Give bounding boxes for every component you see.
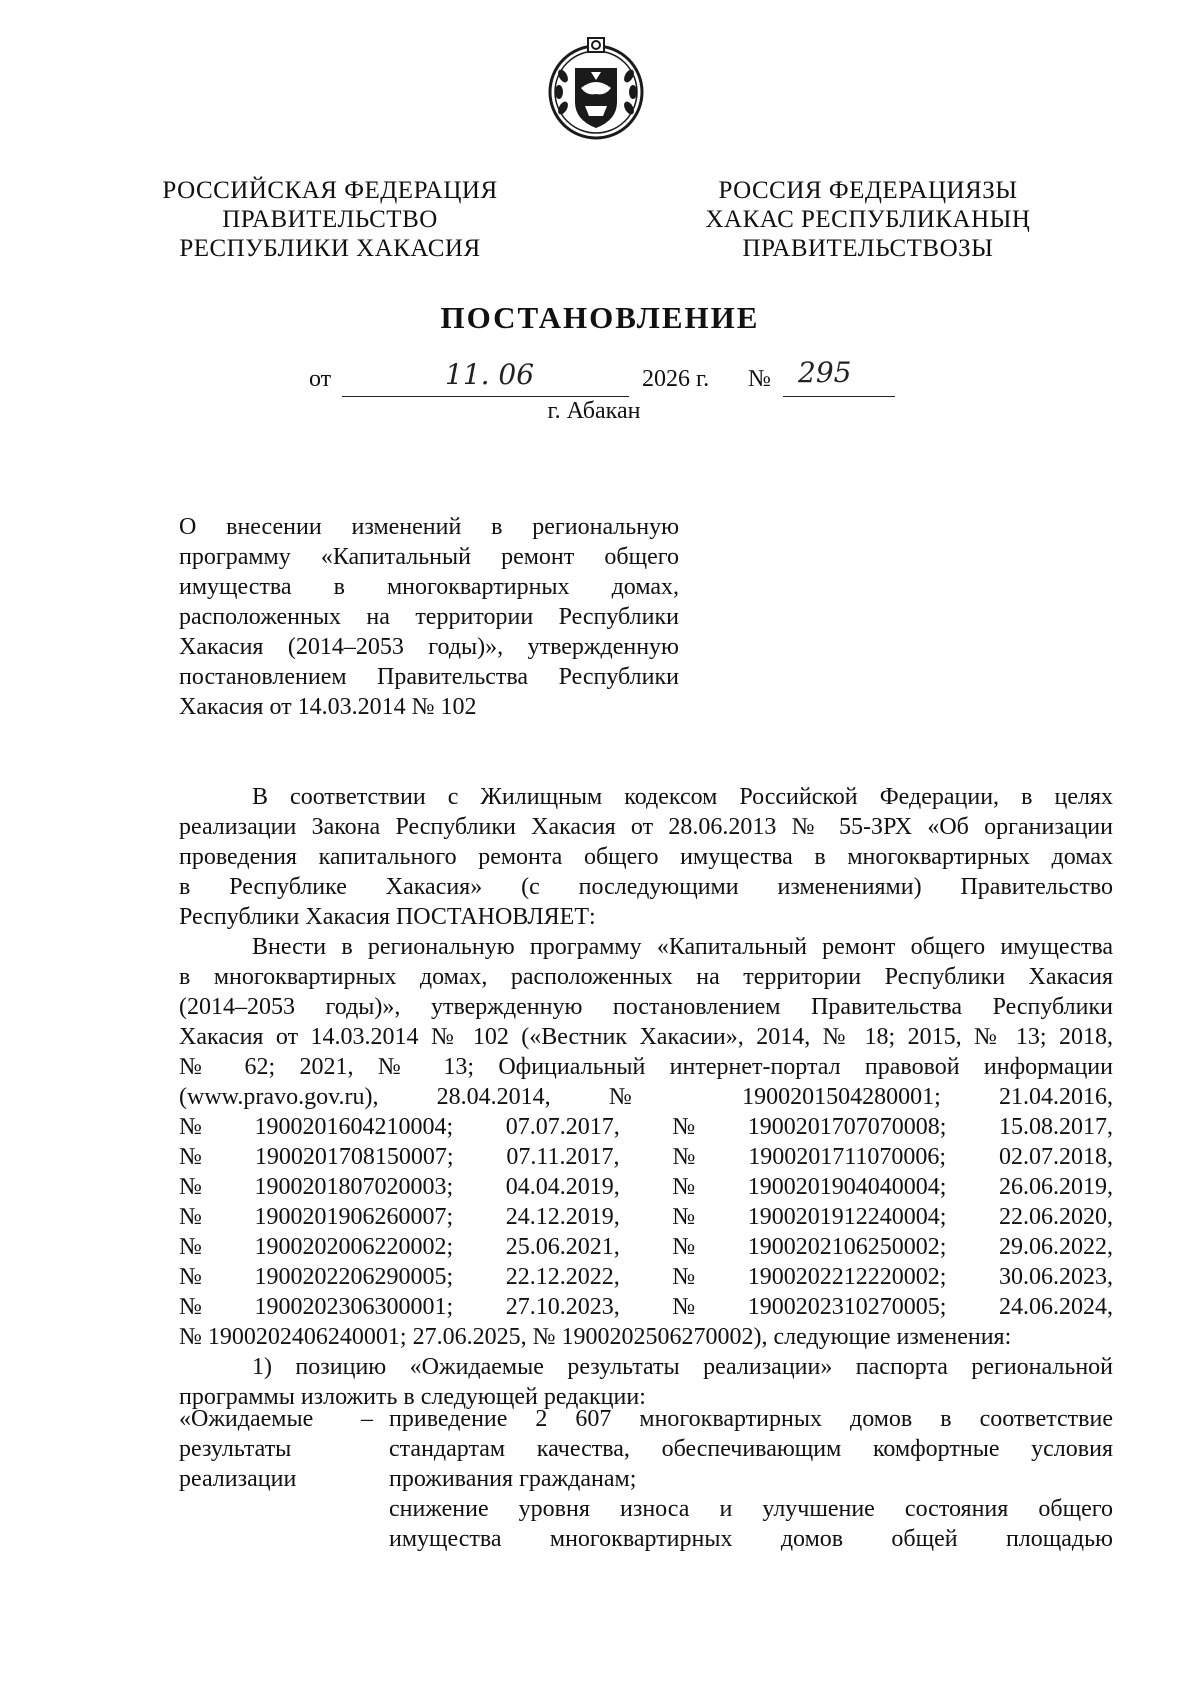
header-right-line: ХАКАС РЕСПУБЛИКАНЫҢ xyxy=(705,206,1031,233)
header-left-block xyxy=(150,176,510,263)
body-line: № 62; 2021, № 13; Официальный интернет-портал правовой информации xyxy=(179,1054,1113,1080)
registry-cell: 26.06.2019, xyxy=(998,1174,1113,1200)
registry-cell: 1900202206290005; xyxy=(254,1264,454,1290)
registry-cell: 29.06.2022, xyxy=(998,1234,1113,1260)
city-text: г. Абакан xyxy=(547,398,641,424)
subject-line: О внесении изменений в региональную xyxy=(179,514,679,540)
registry-cell: 30.06.2023, xyxy=(998,1264,1113,1290)
subject-line: программу «Капитальный ремонт общего xyxy=(179,544,679,570)
body-line: проведения капитального ремонта общего имущества в многоквартирных домах xyxy=(179,844,1113,870)
number-label: № xyxy=(748,366,771,392)
registry-cell: 1900201904040004; xyxy=(747,1174,947,1200)
passport-text xyxy=(389,1404,1113,1554)
registry-cell: 1900201807020003; xyxy=(254,1174,454,1200)
passport-text-line: стандартам качества, обеспечивающим комфортные условия xyxy=(389,1436,1113,1462)
body-line: в многоквартирных домах, расположенных на территории Республики Хакасия xyxy=(179,964,1113,990)
body-line: (www.pravo.gov.ru), 28.04.2014, № 1900201504280001; 21.04.2016, xyxy=(179,1084,1113,1110)
number-underline xyxy=(783,396,895,397)
subject-line: Хакасия от 14.03.2014 № 102 xyxy=(179,694,477,720)
registry-cell: 1900202006220002; xyxy=(254,1234,454,1260)
body-line: № 1900202406240001; 27.06.2025, № 1900202506270002), следующие изменения: xyxy=(179,1324,1012,1350)
registry-cell: № xyxy=(179,1234,202,1260)
subject-line: расположенных на территории Республики xyxy=(179,604,679,630)
khakassia-coat-of-arms-icon xyxy=(545,36,647,142)
registry-cell: № xyxy=(672,1144,696,1170)
passport-text-line: снижение уровня износа и улучшение состояния общего xyxy=(389,1496,1113,1522)
registry-cell: 1900201906260007; xyxy=(254,1204,454,1230)
registry-cell: 22.12.2022, xyxy=(505,1264,620,1290)
handwritten-date: 11. 06 xyxy=(445,358,535,391)
header-left-line: ПРАВИТЕЛЬСТВО xyxy=(222,206,438,233)
registry-cell: 24.06.2024, xyxy=(998,1294,1113,1320)
registry-cell: № xyxy=(672,1174,696,1200)
registry-cell: № xyxy=(672,1234,696,1260)
body-text xyxy=(179,782,1113,1412)
registry-row xyxy=(179,1142,1113,1172)
registry-row xyxy=(179,1202,1113,1232)
registry-cell: № xyxy=(179,1174,202,1200)
registry-cell: 27.10.2023, xyxy=(505,1294,620,1320)
body-line: программы изложить в следующей редакции: xyxy=(179,1384,646,1410)
registry-cell: 1900201708150007; xyxy=(254,1144,454,1170)
subject-line: постановлением Правительства Республики xyxy=(179,664,679,690)
registry-row xyxy=(179,1232,1113,1262)
date-from-label: от xyxy=(309,366,332,392)
registry-cell: № xyxy=(672,1264,696,1290)
registry-cell: 22.06.2020, xyxy=(998,1204,1113,1230)
registry-cell: 24.12.2019, xyxy=(505,1204,620,1230)
registry-list xyxy=(179,1112,1113,1322)
body-line: Внести в региональную программу «Капитальный ремонт общего имущества xyxy=(252,934,1113,960)
registry-cell: № xyxy=(179,1294,202,1320)
body-line: Хакасия от 14.03.2014 № 102 («Вестник Хакасии», 2014, № 18; 2015, № 13; 2018, xyxy=(179,1024,1113,1050)
registry-cell: 15.08.2017, xyxy=(998,1114,1113,1140)
city-label xyxy=(0,398,1200,425)
handwritten-number: 295 xyxy=(798,356,852,389)
passport-text-line: проживания гражданам; xyxy=(389,1466,637,1492)
registry-row xyxy=(179,1262,1113,1292)
body-line: В соответствии с Жилищным кодексом Российской Федерации, в целях xyxy=(252,784,1113,810)
body-line: реализации Закона Республики Хакасия от 28.06.2013 № 55-ЗРХ «Об организации xyxy=(179,814,1113,840)
registry-cell: 1900202106250002; xyxy=(747,1234,947,1260)
header-left-line: РОССИЙСКАЯ ФЕДЕРАЦИЯ xyxy=(162,177,498,204)
registry-cell: № xyxy=(672,1204,696,1230)
registry-cell: № xyxy=(672,1114,696,1140)
passport-label-line: реализации xyxy=(179,1466,297,1492)
registry-cell: 04.04.2019, xyxy=(505,1174,620,1200)
registry-row xyxy=(179,1172,1113,1202)
registry-cell: 07.11.2017, xyxy=(506,1144,620,1170)
passport-dash: – xyxy=(361,1406,373,1432)
registry-cell: 1900201711070006; xyxy=(748,1144,947,1170)
header-right-line: ПРАВИТЕЛЬСТВОЗЫ xyxy=(742,235,994,262)
registry-row xyxy=(179,1292,1113,1322)
registry-cell: 25.06.2021, xyxy=(505,1234,620,1260)
body-line: (2014–2053 годы)», утвержденную постановлением Правительства Республики xyxy=(179,994,1113,1020)
passport-label-line: «Ожидаемые xyxy=(179,1406,314,1432)
body-line: в Республике Хакасия» (с последующими изменениями) Правительство xyxy=(179,874,1113,900)
header-right-block xyxy=(693,176,1043,263)
registry-cell: 1900201912240004; xyxy=(747,1204,947,1230)
registry-cell: № xyxy=(179,1204,202,1230)
body-line: Республики Хакасия ПОСТАНОВЛЯЕТ: xyxy=(179,904,596,930)
registry-cell: 1900201707070008; xyxy=(747,1114,947,1140)
registry-cell: 1900201604210004; xyxy=(254,1114,454,1140)
subject-block xyxy=(179,512,679,722)
date-year: 2026 г. xyxy=(642,366,710,392)
passport-label-line: результаты xyxy=(179,1436,292,1462)
registry-cell: 02.07.2018, xyxy=(998,1144,1113,1170)
body-line: 1) позицию «Ожидаемые результаты реализации» паспорта региональной xyxy=(252,1354,1113,1380)
registry-cell: № xyxy=(179,1144,202,1170)
passport-text-line: приведение 2 607 многоквартирных домов в соответствие xyxy=(389,1406,1113,1432)
registry-cell: 1900202310270005; xyxy=(747,1294,947,1320)
registry-row xyxy=(179,1112,1113,1142)
registry-cell: 1900202212220002; xyxy=(747,1264,947,1290)
subject-line: имущества в многоквартирных домах, xyxy=(179,574,679,600)
passport-label xyxy=(179,1404,349,1494)
date-underline xyxy=(342,396,629,397)
registry-cell: № xyxy=(179,1264,202,1290)
subject-line: Хакасия (2014–2053 годы)», утвержденную xyxy=(179,634,679,660)
header-left-line: РЕСПУБЛИКИ ХАКАСИЯ xyxy=(179,235,481,262)
header-right-line: РОССИЯ ФЕДЕРАЦИЯЗЫ xyxy=(718,177,1018,204)
passport-text-line: имущества многоквартирных домов общей площадью xyxy=(389,1526,1113,1552)
registry-cell: 1900202306300001; xyxy=(254,1294,454,1320)
registry-cell: 07.07.2017, xyxy=(505,1114,620,1140)
registry-cell: № xyxy=(672,1294,696,1320)
registry-cell: № xyxy=(179,1114,202,1140)
document-type-title: ПОСТАНОВЛЕНИЕ xyxy=(440,300,760,335)
